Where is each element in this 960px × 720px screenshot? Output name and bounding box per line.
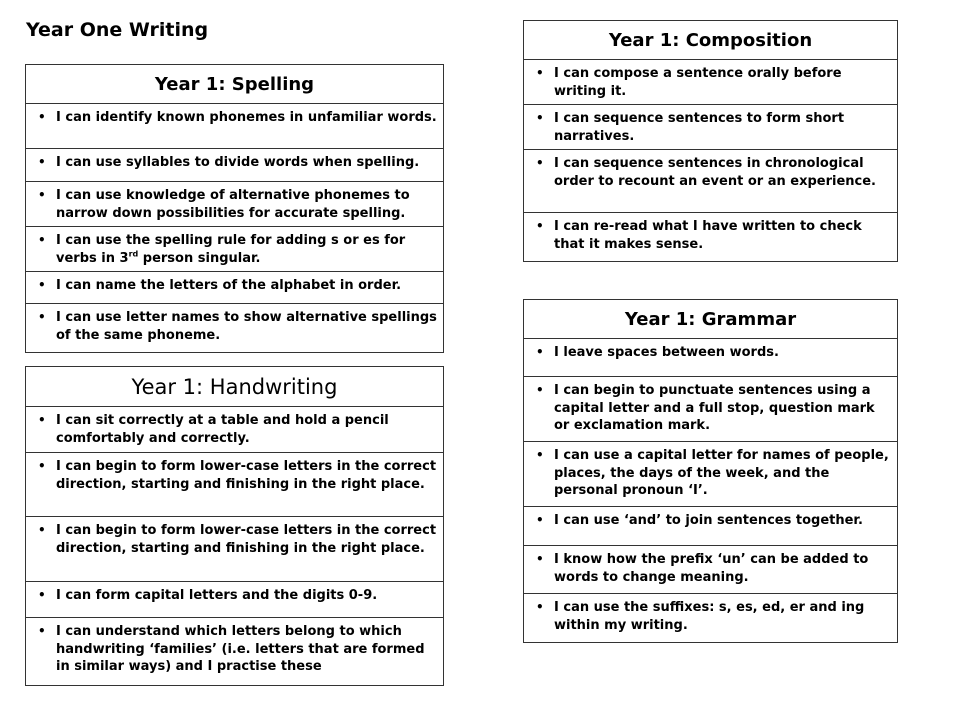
spelling-item: • I can use knowledge of alternative phonemes to narrow down possibilities for accurate spelling.: [26, 182, 443, 227]
grammar-item: • I leave spaces between words.: [524, 339, 897, 377]
composition-title: Year 1: Composition: [524, 21, 897, 60]
handwriting-item: • I can understand which letters belong to which handwriting ‘families’ (i.e. letters that are formed in similar ways) and I practise these: [26, 618, 443, 685]
spelling-item-tail: person singular.: [138, 250, 261, 266]
handwriting-item: • I can begin to form lower-case letters in the correct direction, starting and finishing in the right place.: [26, 517, 443, 582]
spelling-item: • I can use letter names to show alternative spellings of the same phoneme.: [26, 304, 443, 350]
composition-box: [523, 20, 898, 262]
composition-item: • I can sequence sentences to form short narratives.: [524, 105, 897, 150]
spelling-item: • I can name the letters of the alphabet in order.: [26, 272, 443, 304]
spelling-item-text: I can use the spelling rule for adding s or es for verbs in 3: [56, 233, 406, 266]
handwriting-item: • I can sit correctly at a table and hold a pencil comfortably and correctly.: [26, 407, 443, 453]
handwriting-box: [25, 366, 444, 686]
page-title: Year One Writing: [26, 19, 209, 41]
grammar-item: • I can use a capital letter for names of people, places, the days of the week, and the personal pronoun ‘I’.: [524, 442, 897, 507]
grammar-item: • I can use ‘and’ to join sentences together.: [524, 507, 897, 546]
composition-item: • I can re-read what I have written to check that it makes sense.: [524, 213, 897, 261]
spelling-title: Year 1: Spelling: [26, 65, 443, 104]
superscript-rd: rd: [128, 249, 139, 259]
spelling-item: • I can identify known phonemes in unfamiliar words.: [26, 104, 443, 149]
spelling-item: [26, 227, 443, 272]
grammar-title: Year 1: Grammar: [524, 300, 897, 339]
grammar-item: • I know how the prefix ‘un’ can be added to words to change meaning.: [524, 546, 897, 594]
grammar-box: [523, 299, 898, 643]
spelling-item: • I can use syllables to divide words when spelling.: [26, 149, 443, 182]
composition-item: • I can sequence sentences in chronological order to recount an event or an experience.: [524, 150, 897, 213]
handwriting-title: Year 1: Handwriting: [26, 367, 443, 407]
composition-item: • I can compose a sentence orally before writing it.: [524, 60, 897, 105]
grammar-item: • I can use the suffixes: s, es, ed, er and ing within my writing.: [524, 594, 897, 642]
grammar-item: • I can begin to punctuate sentences using a capital letter and a full stop, question mark or exclamation mark.: [524, 377, 897, 442]
spelling-box: [25, 64, 444, 353]
handwriting-item: • I can begin to form lower-case letters in the correct direction, starting and finishing in the right place.: [26, 453, 443, 517]
handwriting-item: • I can form capital letters and the digits 0-9.: [26, 582, 443, 618]
